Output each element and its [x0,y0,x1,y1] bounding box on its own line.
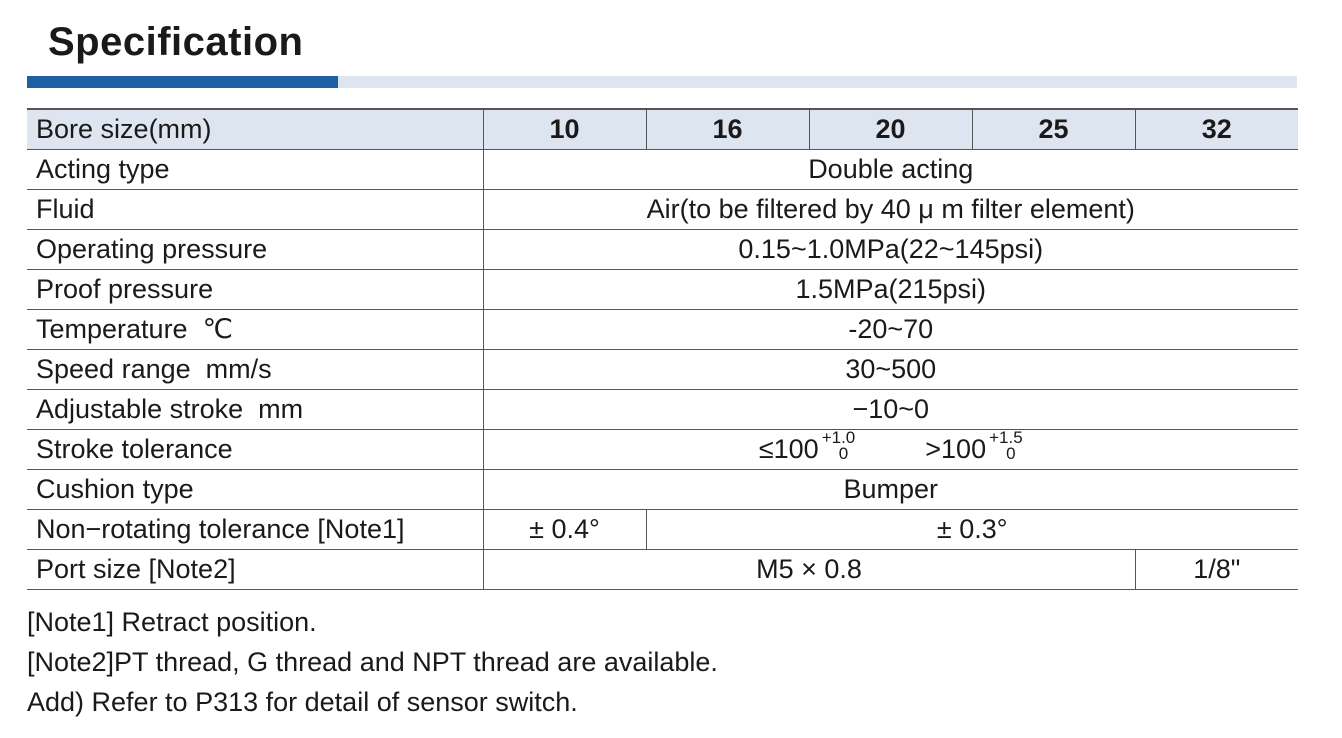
table-row [27,350,1298,390]
fluid-label: Fluid [27,190,483,230]
adjustable-stroke-value: −10~0 [483,390,1298,430]
table-row [27,270,1298,310]
bore-16: 16 [646,109,809,150]
bore-25: 25 [972,109,1135,150]
title-underline-bar [27,76,1297,88]
notes [27,602,718,722]
operating-pressure-label: Operating pressure [27,230,483,270]
note-add: Add) Refer to P313 for detail of sensor switch. [27,687,578,717]
bore-size-header [27,109,483,150]
table-row [27,190,1298,230]
note-2: [Note2]PT thread, G thread and NPT thread are available. [27,647,718,677]
table-row [27,390,1298,430]
non-rotating-label: Non−rotating tolerance [Note1] [27,510,483,550]
table-row [27,510,1298,550]
stroke-tolerance-b-lower: 0 [1006,443,1016,463]
stroke-tolerance-a-lower: 0 [838,443,849,463]
speed-range-value: 30~500 [483,350,1298,390]
proof-pressure-value: 1.5MPa(215psi) [483,270,1298,310]
stroke-tolerance-b-limits [989,427,1023,463]
cushion-type-label: Cushion type [27,470,483,510]
adjustable-stroke-label: Adjustable stroke mm [27,390,483,430]
stroke-tolerance-a-upper: +1.0 [821,427,856,447]
proof-pressure-label: Proof pressure [27,270,483,310]
acting-type-value: Double acting [483,150,1298,190]
page-title: Specification [48,20,304,64]
operating-pressure-value: 0.15~1.0MPa(22~145psi) [483,230,1298,270]
cushion-type-value: Bumper [483,470,1298,510]
temperature-value: -20~70 [483,310,1298,350]
stroke-tolerance-value [483,427,1298,470]
table-row [27,430,1298,470]
title-underline-accent [27,76,338,88]
table-row [27,150,1298,190]
speed-range-label: Speed range mm/s [27,350,483,390]
temperature-label: Temperature ℃ [27,310,483,350]
stroke-tolerance-a-base: ≤100 [758,434,819,464]
bore-20: 20 [809,109,972,150]
stroke-tolerance-b-base: >100 [925,434,987,464]
port-size-value-10-25: M5 × 0.8 [483,550,1135,590]
table-row [27,310,1298,350]
stroke-tolerance-b-upper: +1.5 [989,427,1023,447]
table-header-row [27,109,1298,150]
non-rotating-value-10: ± 0.4° [483,510,646,550]
bore-32: 32 [1135,109,1298,150]
port-size-value-32: 1/8" [1135,550,1298,590]
table-row [27,550,1298,590]
bore-size-label: Bore size [36,114,149,144]
fluid-value: Air(to be filtered by 40 μ m filter element) [483,190,1298,230]
acting-type-label: Acting type [27,150,483,190]
specification-table [27,108,1298,590]
table-row [27,230,1298,270]
non-rotating-value-16-32: ± 0.3° [646,510,1298,550]
table-row [27,470,1298,510]
stroke-tolerance-label: Stroke tolerance [27,430,483,470]
stroke-tolerance-a-limits [821,427,856,463]
note-1: [Note1] Retract position. [27,607,317,637]
bore-size-unit: (mm) [148,114,212,144]
bore-10: 10 [483,109,646,150]
port-size-label: Port size [Note2] [27,550,483,590]
